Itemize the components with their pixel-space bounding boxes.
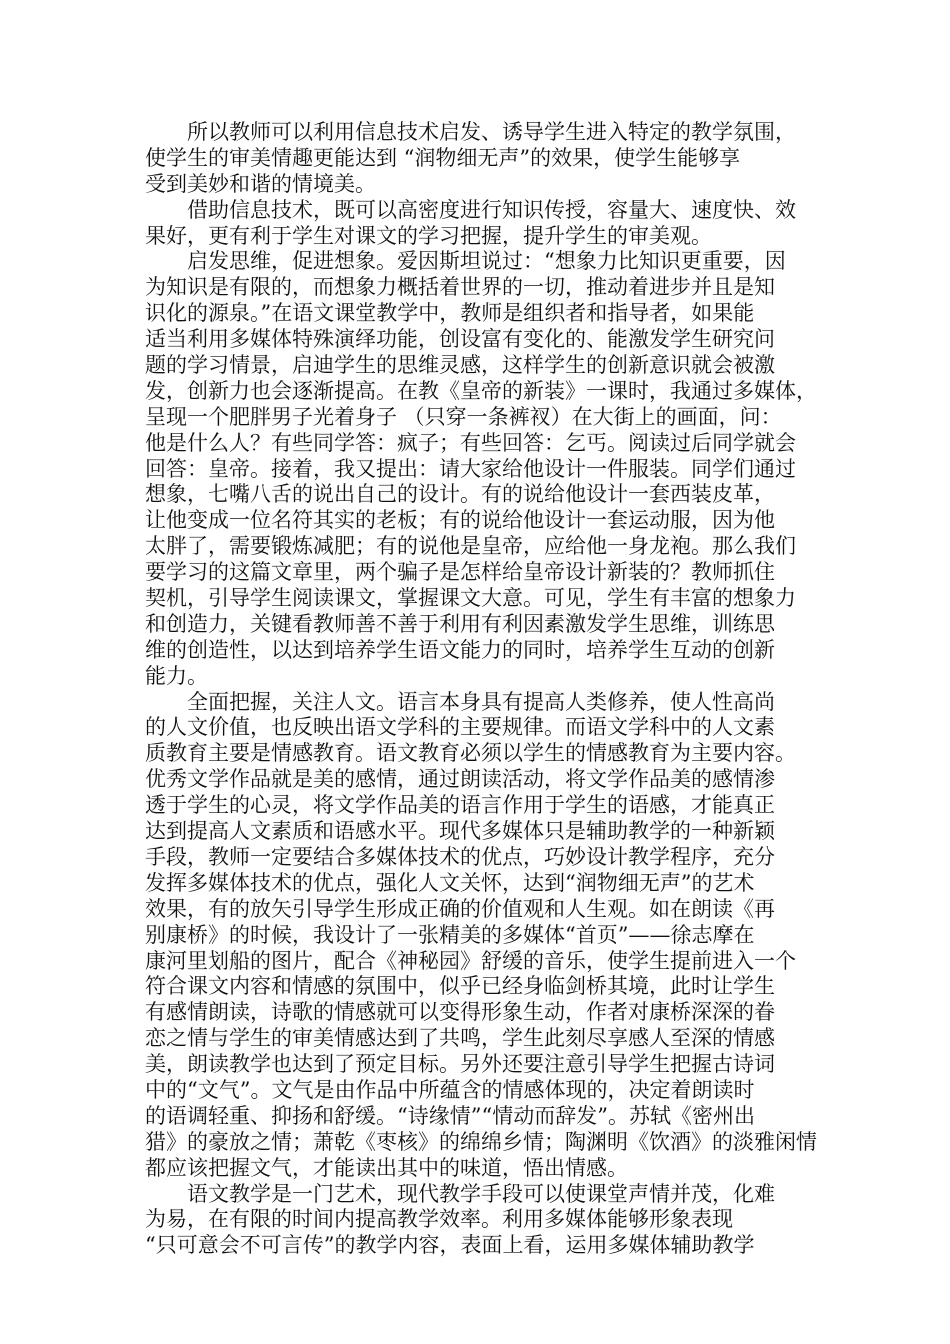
text-line: 呈现一个肥胖男子光着身子 （只穿一条裤衩）在大街上的画面，问： <box>145 404 782 429</box>
text-line: 契机，引导学生阅读课文，掌握课文大意。可见，学生有丰富的想象力 <box>145 586 796 611</box>
text-line: 启发思维，促进想象。爱因斯坦说过：“想象力比知识更重要，因 <box>187 249 786 274</box>
text-line: 发，创新力也会逐渐提高。在教《皇帝的新装》一课时，我通过多媒体， <box>145 378 817 403</box>
text-line: 发挥多媒体技术的优点，强化人文关怀，达到“润物细无声”的艺术 <box>145 870 755 895</box>
text-line: 的人文价值，也反映出语文学科的主要规律。而语文学科中的人文素 <box>145 715 775 740</box>
text-line: 想象，七嘴八舌的说出自己的设计。有的说给他设计一套西装皮革， <box>145 482 775 507</box>
text-line: 有感情朗读，诗歌的情感就可以变得形象生动，作者对康桥深深的眷 <box>145 1000 775 1025</box>
text-line: 恋之情与学生的审美情感达到了共鸣，学生此刻尽享感人至深的情感 <box>145 1026 775 1051</box>
text-line: 所以教师可以利用信息技术启发、诱导学生进入特定的教学氛围， <box>187 120 796 144</box>
text-line: “只可意会不可言传”的教学内容，表面上看，运用多媒体辅助教学 <box>145 1233 755 1258</box>
text-line: 为知识是有限的，而想象力概括着世界的一切，推动着进步并且是知 <box>145 275 775 300</box>
text-line: 要学习的这篇文章里，两个骗子是怎样给皇帝设计新装的？教师抓住 <box>145 560 775 585</box>
text-line: 手段，教师一定要结合多媒体技术的优点，巧妙设计教学程序，充分 <box>145 844 775 869</box>
text-line: 受到美妙和谐的情境美。 <box>145 171 376 196</box>
text-line: 和创造力，关键看教师善不善于利用有利因素激发学生思维，训练思 <box>145 611 775 636</box>
text-line: 质教育主要是情感教育。语文教育必须以学生的情感教育为主要内容。 <box>145 741 796 766</box>
text-line: 借助信息技术，既可以高密度进行知识传授，容量大、速度快、效 <box>187 197 796 222</box>
text-line: 达到提高人文素质和语感水平。现代多媒体只是辅助教学的一种新颖 <box>145 819 775 844</box>
text-line: 猎》的豪放之情；萧乾《枣核》的绵绵乡情；陶渊明《饮酒》的淡雅闲情 <box>145 1129 817 1154</box>
paragraph <box>145 198 817 250</box>
text-line: 适当利用多媒体特殊演绎功能，创设富有变化的、能激发学生研究问 <box>145 327 775 352</box>
paragraph <box>145 120 817 198</box>
text-line: 为易，在有限的时间内提高教学效率。利用多媒体能够形象表现 <box>145 1207 733 1232</box>
text-line: 让他变成一位名符其实的老板；有的说给他设计一套运动服，因为他 <box>145 508 775 533</box>
text-line: 透于学生的心灵，将文学作品美的语言作用于学生的语感，才能真正 <box>145 793 775 818</box>
text-line: 全面把握，关注人文。语言本身具有提高人类修养，使人性高尚 <box>187 689 775 714</box>
text-line: 康河里划船的图片，配合《神秘园》舒缓的音乐，使学生提前进入一个 <box>145 948 796 973</box>
text-line: 优秀文学作品就是美的感情，通过朗读活动，将文学作品美的感情渗 <box>145 767 775 792</box>
text-line: 回答：皇帝。接着，我又提出：请大家给他设计一件服装。同学们通过 <box>145 456 796 481</box>
text-line: 语文教学是一门艺术，现代教学手段可以使课堂声情并茂，化难 <box>187 1181 775 1206</box>
text-line: 美，朗读教学也达到了预定目标。另外还要注意引导学生把握古诗词 <box>145 1052 775 1077</box>
text-line: 他是什么人？有些同学答：疯子；有些回答：乞丐。阅读过后同学就会 <box>145 430 796 455</box>
text-line: 使学生的审美情趣更能达到 “润物细无声”的效果，使学生能够享 <box>145 145 741 170</box>
text-line: 识化的源泉。”在语文课堂教学中，教师是组织者和指导者，如果能 <box>145 301 755 326</box>
paragraph <box>145 1182 817 1260</box>
text-line: 果好，更有利于学生对课文的学习把握，提升学生的审美观。 <box>145 223 712 248</box>
text-line: 效果，有的放矢引导学生形成正确的价值观和人生观。如在朗读《再 <box>145 896 775 921</box>
paragraph <box>145 690 817 1182</box>
text-line: 维的创造性，以达到培养学生语文能力的同时，培养学生互动的创新 <box>145 637 775 662</box>
text-line: 符合课文内容和情感的氛围中，似乎已经身临剑桥其境，此时让学生 <box>145 974 775 999</box>
text-line: 的语调轻重、抑扬和舒缓。“诗缘情”“情动而辞发”。苏轼《密州出 <box>145 1103 755 1128</box>
text-line: 都应该把握文气，才能读出其中的味道，悟出情感。 <box>145 1155 628 1180</box>
paragraph <box>145 249 817 689</box>
text-line: 别康桥》的时候，我设计了一张精美的多媒体“首页”——徐志摩在 <box>145 922 755 947</box>
body-text <box>145 120 817 1259</box>
text-line: 太胖了，需要锻炼减肥；有的说他是皇帝，应给他一身龙袍。那么我们 <box>145 534 796 559</box>
text-line: 中的“文气”。文气是由作品中所蕴含的情感体现的，决定着朗读时 <box>145 1077 755 1102</box>
text-line: 题的学习情景，启迪学生的思维灵感，这样学生的创新意识就会被激 <box>145 353 775 378</box>
text-line: 能力。 <box>145 663 208 688</box>
